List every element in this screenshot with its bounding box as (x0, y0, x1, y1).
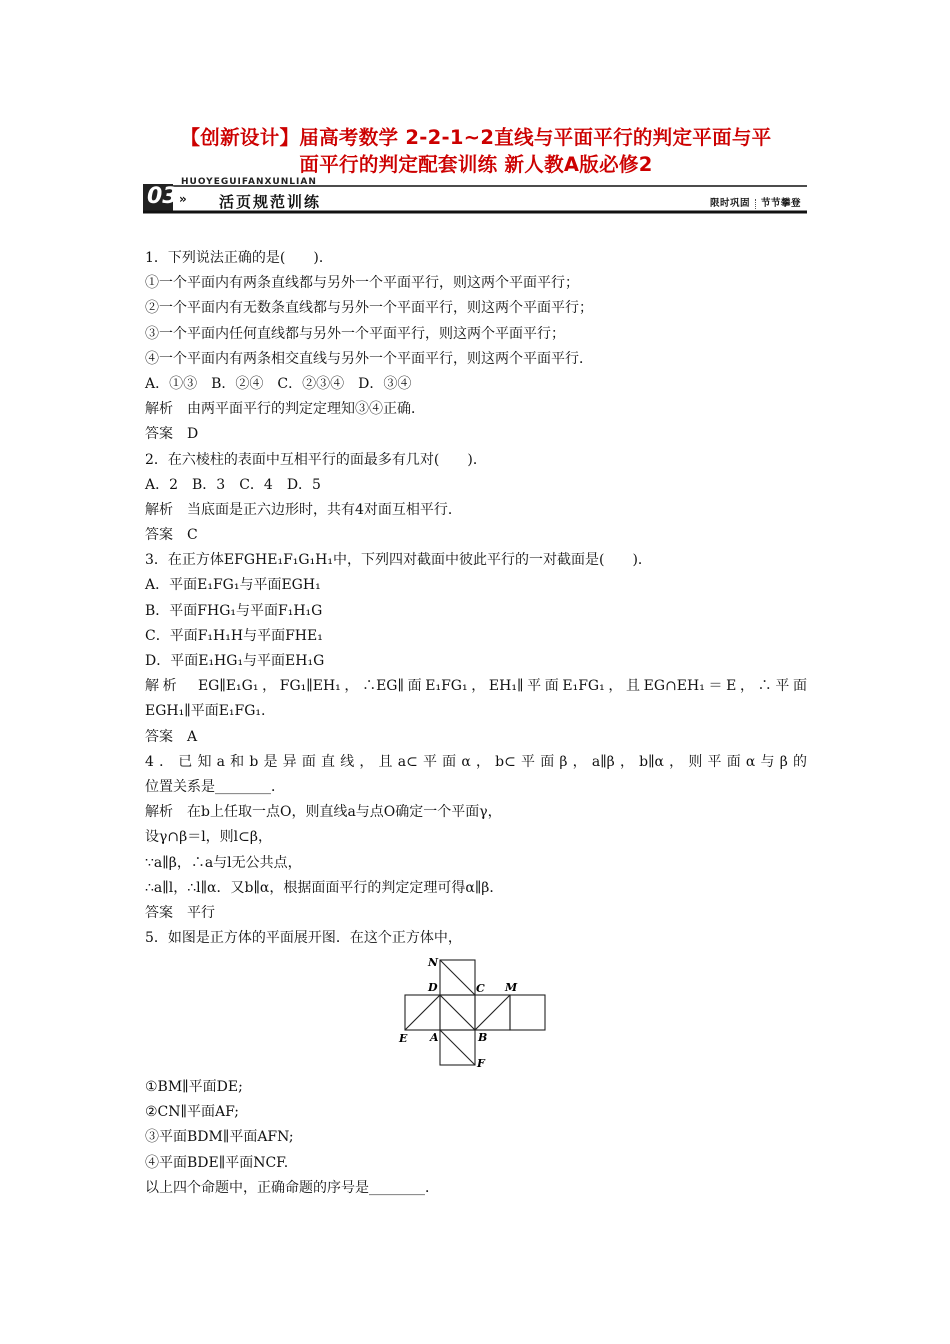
text-line: 答案 D (145, 426, 199, 443)
label-d: D (428, 981, 438, 994)
label-f: F (477, 1057, 485, 1070)
text-line: A．2 B．3 C．4 D．5 (145, 476, 321, 493)
text-line: ①一个平面内有两条直线都与另外一个平面平行，则这两个平面平行； (145, 275, 579, 292)
label-e: E (399, 1032, 408, 1045)
text-line: ②CN∥平面AF; (145, 1104, 240, 1121)
text-line: A．平面E₁FG₁与平面EGH₁ (145, 577, 321, 594)
label-n: N (428, 956, 439, 969)
section-banner (143, 177, 807, 214)
exercise-content (145, 246, 807, 951)
text-line: 以上四个命题中，正确命题的序号是________． (145, 1179, 439, 1196)
text-line: 3．在正方体EFGHE₁F₁G₁H₁中，下列四对截面中彼此平行的一对截面是( )． (145, 552, 652, 569)
text-line: B．平面FHG₁与平面F₁H₁G (145, 602, 323, 619)
banner-right-tag (710, 195, 801, 209)
text-line: 答案 A (145, 728, 198, 745)
text-line: ∴a∥l，∴l∥α．又b∥α，根据面面平行的判定定理可得α∥β． (145, 879, 504, 896)
text-line: ③一个平面内任何直线都与另外一个平面平行，则这两个平面平行； (145, 325, 565, 342)
label-a: A (430, 1031, 439, 1044)
document-title (120, 124, 832, 178)
banner-tag-left: 限时巩固 (709, 198, 750, 209)
text-line: 位置关系是________． (145, 778, 285, 795)
text-line: EGH₁∥平面E₁FG₁. (145, 703, 266, 720)
text-line: ③平面BDM∥平面AFN; (145, 1129, 294, 1146)
section-number: 03 (147, 184, 178, 209)
text-line: 解析 在b上任取一点O，则直线a与点O确定一个平面γ， (145, 804, 502, 821)
text-line: 解析 当底面是正六边形时，共有4对面互相平行． (145, 501, 462, 518)
text-line: ④一个平面内有两条相交直线与另外一个平面平行，则这两个平面平行． (145, 350, 593, 367)
text-line: 解析 EG∥E₁G₁，FG₁∥EH₁，∴EG∥面E₁FG₁，EH₁∥平面E₁FG₁，且EG∩EH₁＝E，∴平面 (145, 678, 807, 695)
text-line: C．平面F₁H₁H与平面FHE₁ (145, 627, 323, 644)
text-line: 5．如图是正方体的平面展开图．在这个正方体中， (145, 930, 462, 947)
text-line: 解析 由两平面平行的判定定理知③④正确． (145, 401, 425, 418)
banner-section-name: 活页规范训练 (219, 193, 322, 211)
banner-tag-right: 节节攀登 (760, 198, 801, 209)
text-line: D．平面E₁HG₁与平面EH₁G (145, 653, 325, 669)
text-line: ∵a∥β，∴a与l无公共点， (145, 854, 302, 871)
chevron-icon: » (179, 192, 187, 206)
text-line: ④平面BDE∥平面NCF. (145, 1154, 289, 1171)
label-c: C (476, 982, 485, 995)
exercise-content-after-figure (145, 1075, 807, 1201)
text-line: 2．在六棱柱的表面中互相平行的面最多有几对( )． (145, 451, 487, 468)
cube-net-figure (395, 950, 555, 1070)
text-line: A．①③ B．②④ C．②③④ D．③④ (145, 375, 412, 392)
text-line: 答案 C (145, 527, 198, 544)
text-line: 答案 平行 (145, 904, 215, 921)
label-b: B (478, 1031, 488, 1044)
text-line: 1．下列说法正确的是( )． (145, 250, 333, 266)
text-line: ①BM∥平面DE; (145, 1079, 243, 1095)
text-line: 设γ∩β＝l，则l⊂β， (145, 829, 272, 846)
title-line-2: 面平行的判定配套训练 新人教A版必修2 (299, 153, 653, 176)
label-m: M (505, 981, 518, 994)
banner-pinyin: HUOYEGUIFANXUNLIAN (181, 177, 317, 187)
title-line-1: 【创新设计】届高考数学 2-2-1~2直线与平面平行的判定平面与平 (180, 126, 772, 149)
text-line: 4．已知a和b是异面直线，且a⊂平面α，b⊂平面β，a∥β，b∥α，则平面α与β的 (145, 753, 807, 770)
text-line: ②一个平面内有无数条直线都与另外一个平面平行，则这两个平面平行； (145, 300, 593, 317)
